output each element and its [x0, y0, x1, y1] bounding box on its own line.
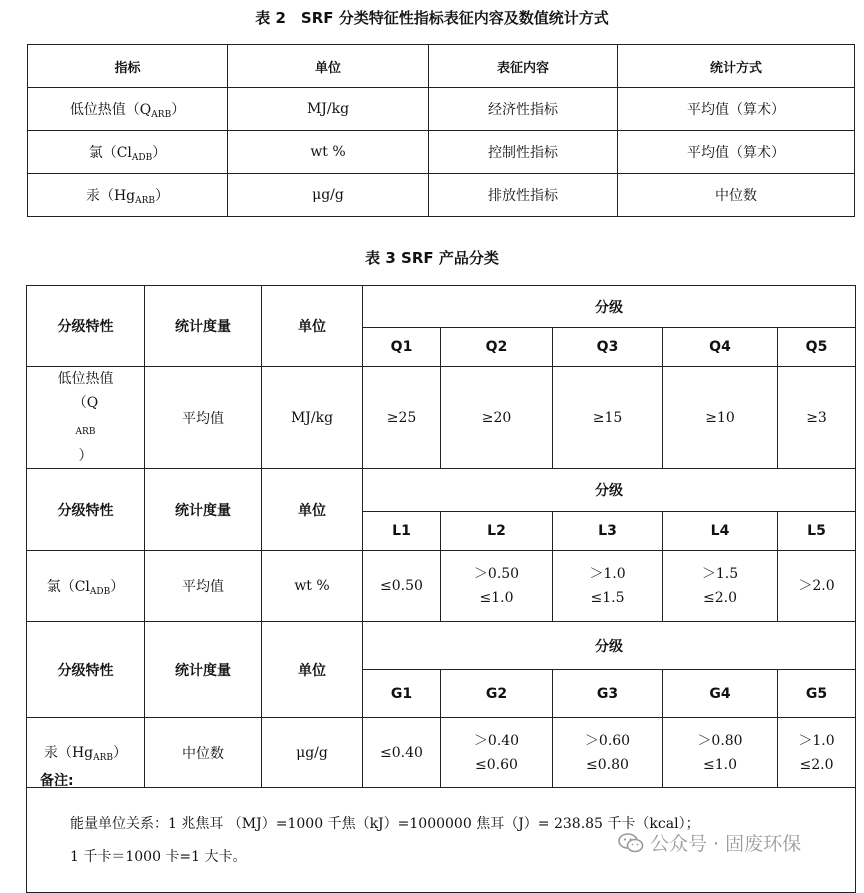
table3-block3-header-row [27, 622, 856, 670]
table3-col-property: 分级特性 [27, 286, 145, 367]
table2-cell-method: 中位数 [618, 174, 855, 217]
table2-cell-content: 排放性指标 [429, 174, 618, 217]
table-row [27, 551, 856, 622]
grade-label: Q2 [441, 328, 553, 367]
notes-energy-units: 能量单位关系：1 兆焦耳 （MJ）=1000 千焦（kJ）=1000000 焦耳（J）= 238.85 千卡（kcal）； [70, 816, 700, 832]
table-row [27, 367, 856, 469]
table3-value-cell: ＞1.0 ≤1.5 [553, 551, 663, 622]
grade-label: L5 [778, 512, 856, 551]
table3-property-cell: 氯$(Cl_{ADB})$ [27, 551, 145, 622]
table2-header-unit: 单位 [228, 45, 429, 88]
table3-col-grade: 分级 [363, 286, 856, 328]
table2-cell-indicator: 低位热值$(Q_{ARB})$ [28, 88, 228, 131]
table-row [28, 131, 855, 174]
table3-value-cell: ＞1.0 ≤2.0 [778, 718, 856, 788]
grade-label: G5 [778, 670, 856, 718]
table3-value-cell: ≤0.50 [363, 551, 441, 622]
grade-label: Q5 [778, 328, 856, 367]
table3-value-cell: ＞0.80 ≤1.0 [663, 718, 778, 788]
table3-value-cell: ≤0.40 [363, 718, 441, 788]
table2-header-method: 统计方式 [618, 45, 855, 88]
table3-value-cell: ＞0.50 ≤1.0 [441, 551, 553, 622]
wechat-icon [618, 833, 644, 853]
table3-unit-cell: wt % [262, 551, 363, 622]
table2-cell-unit: μg/g [228, 174, 429, 217]
table3-block2-header-row [27, 469, 856, 512]
table-row [28, 174, 855, 217]
table3-property-cell: 低位热值 （Q $_{ARB}$ ） [27, 367, 145, 469]
table3-value-cell: ＞0.60 ≤0.80 [553, 718, 663, 788]
table2-cell-indicator: 氯$(Cl_{ADB})$ [28, 131, 228, 174]
table3-col-stat: 统计度量 [145, 469, 262, 551]
grade-label: Q1 [363, 328, 441, 367]
table-row [28, 88, 855, 131]
grade-label: G2 [441, 670, 553, 718]
notes-title: 备注: [40, 773, 74, 789]
table2-cell-unit: MJ/kg [228, 88, 429, 131]
table3-col-unit: 单位 [262, 622, 363, 718]
table2-header-content: 表征内容 [429, 45, 618, 88]
watermark [618, 829, 801, 856]
table3-unit-cell: MJ/kg [262, 367, 363, 469]
grade-label: L1 [363, 512, 441, 551]
table3-col-grade: 分级 [363, 622, 856, 670]
table3-value-cell: ≥3 [778, 367, 856, 469]
grade-label: Q4 [663, 328, 778, 367]
table3-col-unit: 单位 [262, 469, 363, 551]
table2-header-row [28, 45, 855, 88]
table2-cell-indicator: 汞$(Hg_{ARB})$ [28, 174, 228, 217]
table2 [27, 44, 855, 217]
table3-value-cell: ＞2.0 [778, 551, 856, 622]
table3-value-cell: ≥10 [663, 367, 778, 469]
table3-title: 表 3 SRF 产品分类 [365, 249, 499, 267]
table3-stat-cell: 平均值 [145, 367, 262, 469]
table2-title: 表 2 SRF 分类特征性指标表征内容及数值统计方式 [255, 9, 609, 27]
table3-value-cell: ≥15 [553, 367, 663, 469]
table3-col-stat: 统计度量 [145, 286, 262, 367]
table3-col-property: 分级特性 [27, 469, 145, 551]
table3-col-unit: 单位 [262, 286, 363, 367]
table3-col-stat: 统计度量 [145, 622, 262, 718]
table3-value-cell: ≥25 [363, 367, 441, 469]
notes-kcal-relation: 1 千卡＝1000 卡=1 大卡。 [70, 849, 247, 865]
grade-label: L2 [441, 512, 553, 551]
table3-value-cell: ≥20 [441, 367, 553, 469]
grade-label: G3 [553, 670, 663, 718]
table3-stat-cell: 中位数 [145, 718, 262, 788]
table-row [27, 718, 856, 788]
grade-label: G1 [363, 670, 441, 718]
table3-col-property: 分级特性 [27, 622, 145, 718]
grade-label: L3 [553, 512, 663, 551]
table2-cell-method: 平均值（算术） [618, 88, 855, 131]
table3-value-cell: ＞0.40 ≤0.60 [441, 718, 553, 788]
table2-cell-unit: wt % [228, 131, 429, 174]
table3 [26, 285, 856, 893]
grade-label: G4 [663, 670, 778, 718]
grade-label: Q3 [553, 328, 663, 367]
table2-cell-method: 平均值（算术） [618, 131, 855, 174]
table3-value-cell: ＞1.5 ≤2.0 [663, 551, 778, 622]
table2-cell-content: 经济性指标 [429, 88, 618, 131]
table3-unit-cell: μg/g [262, 718, 363, 788]
table3-col-grade: 分级 [363, 469, 856, 512]
grade-label: L4 [663, 512, 778, 551]
table2-cell-content: 控制性指标 [429, 131, 618, 174]
table3-property-cell: 汞$(Hg_{ARB})$ [27, 718, 145, 788]
table2-header-indicator: 指标 [28, 45, 228, 88]
table3-block1-header-row [27, 286, 856, 328]
watermark-text: 公众号 · 固废环保 [650, 833, 802, 855]
table3-stat-cell: 平均值 [145, 551, 262, 622]
